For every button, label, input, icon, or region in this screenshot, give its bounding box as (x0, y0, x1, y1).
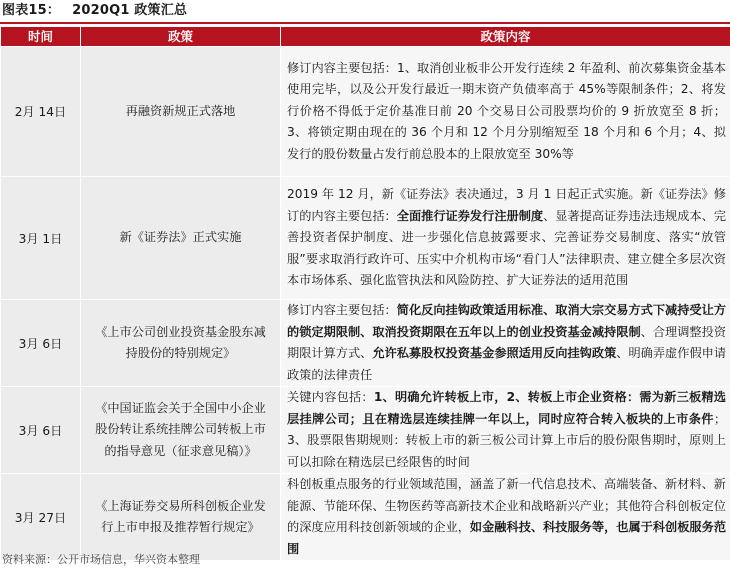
content-text: 关键内容包括： (287, 390, 374, 404)
content-text: 、显著提高证券违法违规成本、完善投资者保护制度、进一步强化信息披露要求、完善证券交易制度、落实“放管服”要求取消行政许可、压实中介机构市场“看门人”法律职责、建立健全多层次资本市场体系、强化监管执法和风险防控、扩大证券法的适用范围 (287, 208, 727, 288)
figure-title-text: 2020Q1 政策汇总 (72, 3, 188, 18)
content-text: 科创板重点服务的行业领域范围，涵盖了新一代信息技术、高端装备、新材料、新能源、节能环保、生物医药等高新技术企业和战略新兴产业；其他符合科创板定位的深度应用科技创新领域的企业， (287, 477, 726, 534)
content-text: 修订内容主要包括： (287, 303, 397, 317)
table-row (1, 300, 730, 387)
date-cell: 3月 27日 (1, 474, 81, 561)
column-header-content: 政策内容 (281, 27, 730, 47)
table-row (1, 474, 730, 561)
content-text: 修订内容主要包括：1、取消创业板非公开发行连续 2 年盈利、前次募集资金基本使用完毕，以及公开发行最近一期末资产负债率高于 45%等限制条件；2、将发行价格不得低于定价基准日前 20 个交易日公司股票均价的 9 折放宽至 8 折；3、将锁定期由现在的 36 个月和 12 个月分别缩短至 18 个月和 6 个月；4、拟发行的股份数量占发行前总股本的上限放宽至 30%等 (287, 60, 726, 161)
content-text: ；3、股票限售期规则：转板上市的新三板公司计算上市后的股份限售期时，原则上可以扣除在精选层已经限售的时间 (287, 411, 726, 469)
policy-cell: 《中国证监会关于全国中小企业股份转让系统挂牌公司转板上市的指导意见（征求意见稿）》 (81, 387, 281, 474)
content-text: 2019 年 12 月，新《证券法》表决通过，3 月 1 日起正式实施。新《证券法》修订的内容主要包括： (287, 187, 726, 223)
policy-cell: 再融资新规正式落地 (81, 47, 281, 177)
content-text: 、合理调整投资期限计算方式、 (287, 324, 727, 360)
highlight-text: 简化反向挂钩政策适用标准、取消大宗交易方式下减持受让方的锁定期限制、取消投资期限在五年以上的创业投资基金减持限制 (287, 303, 727, 339)
highlight-text: 如金融科技、科技服务等，也属于科创板服务范围 (287, 520, 727, 556)
table-row (1, 177, 730, 300)
title-divider (0, 22, 730, 24)
column-header-policy: 政策 (81, 27, 281, 47)
content-cell (281, 474, 730, 561)
highlight-text: 允许私募股权投资基金参照适用反向挂钩政策 (372, 346, 617, 360)
date-cell: 2月 14日 (1, 47, 81, 177)
policy-table (0, 26, 730, 561)
date-cell: 3月 6日 (1, 387, 81, 474)
policy-cell: 《上海证券交易所科创板企业发行上市申报及推荐暂行规定》 (81, 474, 281, 561)
content-cell (281, 177, 730, 300)
content-cell (281, 47, 730, 177)
figure-title (0, 0, 730, 22)
policy-cell: 《上市公司创业投资基金股东减持股份的特别规定》 (81, 300, 281, 387)
content-text: 、明确弄虚作假申请政策的法律责任 (287, 346, 727, 382)
column-header-date: 时间 (1, 27, 81, 47)
figure-label: 图表15： (2, 3, 61, 18)
table-header-row (1, 27, 730, 47)
content-cell (281, 387, 730, 474)
table-row (1, 387, 730, 474)
content-cell (281, 300, 730, 387)
date-cell: 3月 1日 (1, 177, 81, 300)
source-note: 资料来源：公开市场信息，华兴资本整理 (2, 553, 200, 566)
highlight-text: 1、明确允许转板上市，2、转板上市企业资格：需为新三板精选层挂牌公司；且在精选层连续挂牌一年以上，同时应符合转入板块的上市条件 (287, 390, 726, 426)
policy-cell: 新《证券法》正式实施 (81, 177, 281, 300)
highlight-text: 全面推行证券发行注册制度 (396, 208, 544, 223)
table-row (1, 47, 730, 177)
date-cell: 3月 6日 (1, 300, 81, 387)
